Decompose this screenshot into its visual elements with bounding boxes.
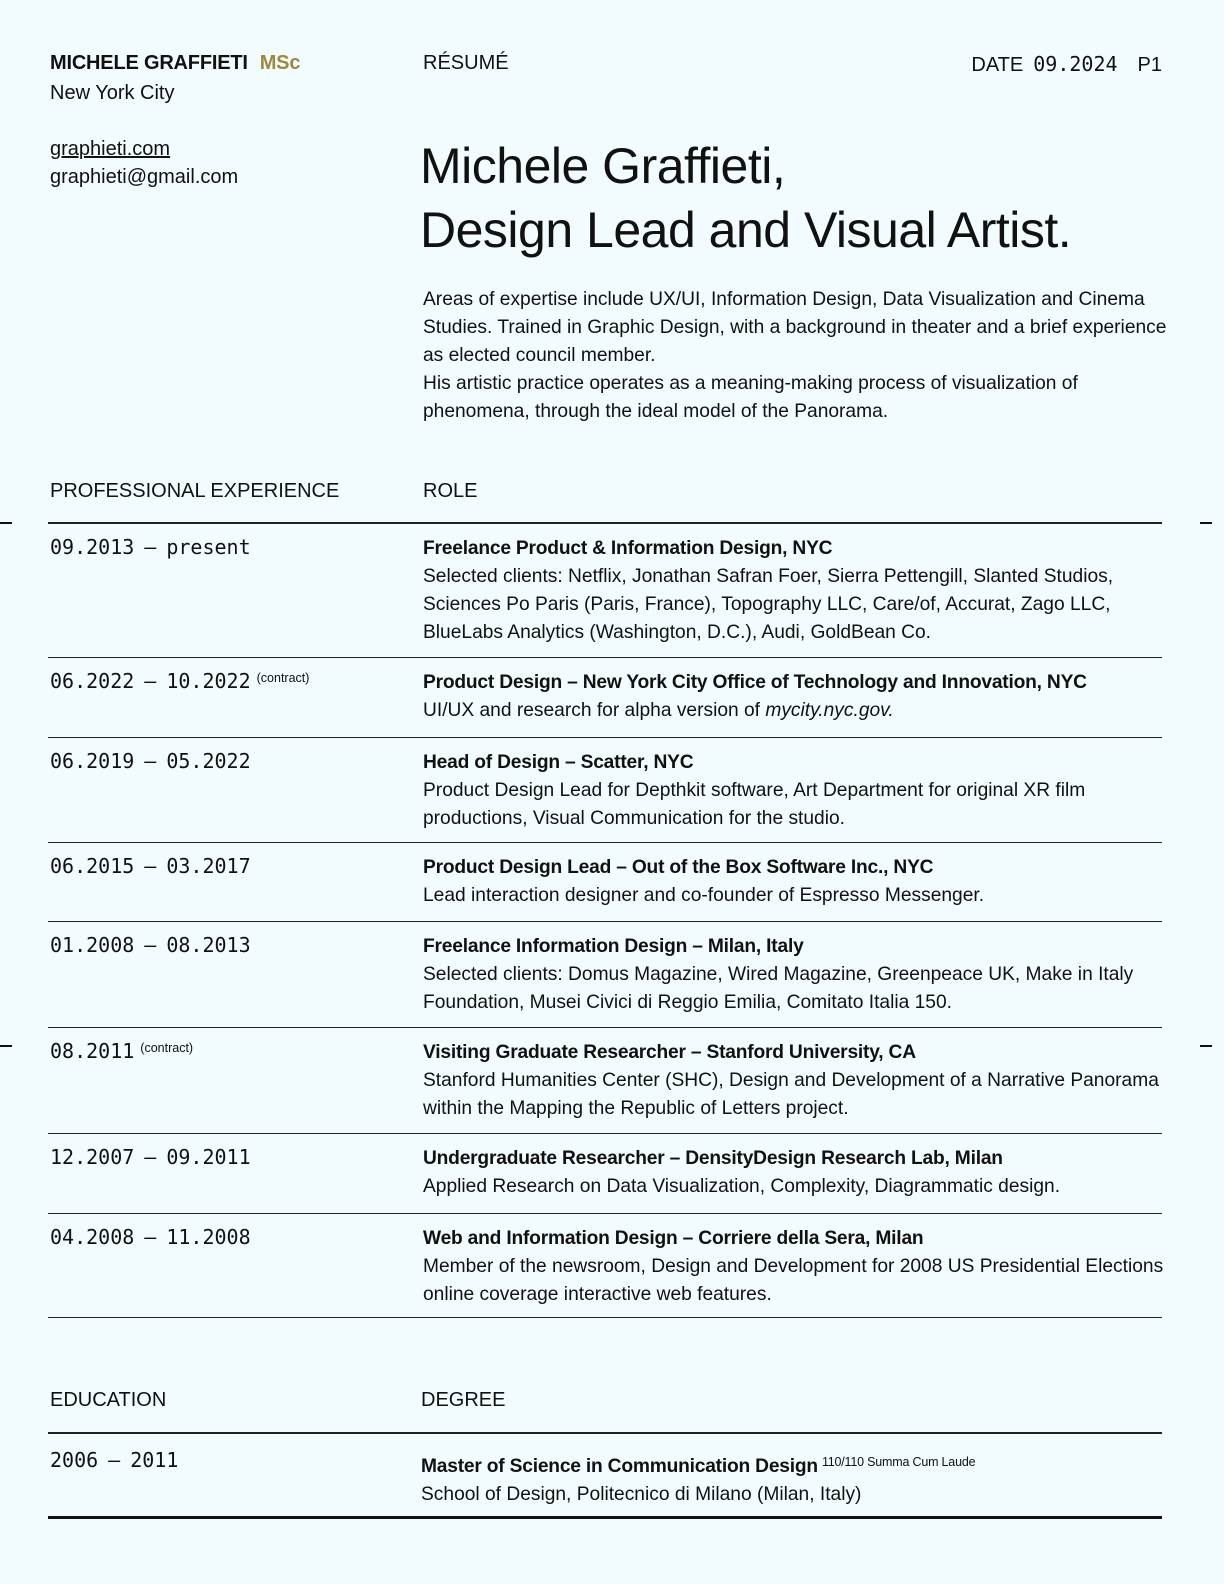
experience-dates: [50, 669, 309, 693]
row-divider: [48, 1317, 1162, 1318]
experience-end: 08.2013: [166, 933, 251, 957]
page-number: P1: [1137, 54, 1162, 76]
experience-desc: [423, 961, 1173, 1017]
margin-tick: [0, 522, 12, 524]
experience-desc-text: Member of the newsroom, Design and Development for 2008 US Presidential Elections online coverage interactive web features.: [423, 1256, 1164, 1305]
experience-start: 06.2022: [50, 669, 135, 693]
experience-sep: —: [144, 1225, 157, 1249]
headline-line-2: Design Lead and Visual Artist.: [420, 202, 1072, 258]
email-address: graphieti@gmail.com: [50, 166, 239, 188]
experience-role: [423, 749, 1173, 833]
page-bottom-rule: [48, 1516, 1162, 1519]
experience-title: Freelance Information Design – Milan, Italy: [423, 936, 804, 957]
experience-title: Visiting Graduate Researcher – Stanford University, CA: [423, 1042, 916, 1063]
experience-dates: [50, 854, 251, 878]
bio-paragraph-2: His artistic practice operates as a meaning-making process of visualization of phenomena, through the ideal model of the Panorama.: [423, 373, 1078, 422]
experience-title: Product Design Lead – Out of the Box Software Inc., NYC: [423, 857, 934, 878]
experience-dates: [50, 1039, 193, 1063]
margin-tick: [1200, 522, 1212, 524]
experience-role: [423, 535, 1173, 647]
margin-tick: [0, 1045, 12, 1047]
education-title: Master of Science in Communication Design: [421, 1456, 818, 1477]
role-heading: ROLE: [423, 480, 478, 502]
experience-title: Product Design – New York City Office of Technology and Innovation, NYC: [423, 672, 1087, 693]
experience-sep: —: [144, 669, 157, 693]
education-honors: 110/110 Summa Cum Laude: [821, 1455, 976, 1469]
education-heading: EDUCATION: [50, 1389, 167, 1411]
experience-desc-emphasis: mycity.nyc.gov.: [765, 700, 894, 721]
experience-start: 12.2007: [50, 1145, 135, 1169]
experience-desc: [423, 1173, 1173, 1201]
experience-end: 09.2011: [166, 1145, 251, 1169]
experience-heading: PROFESSIONAL EXPERIENCE: [50, 480, 340, 502]
row-divider: [48, 657, 1162, 658]
experience-dates: [50, 1225, 251, 1249]
experience-role: [423, 669, 1173, 725]
experience-title: Undergraduate Researcher – DensityDesign Research Lab, Milan: [423, 1148, 1003, 1169]
education-start: 2006: [50, 1448, 99, 1472]
experience-dates: [50, 1145, 251, 1169]
experience-desc-text: Selected clients: Domus Magazine, Wired Magazine, Greenpeace UK, Make in Italy Foundation, Musei Civici di Reggio Emilia, Comitato Italia 150.: [423, 964, 1134, 1013]
education-school: School of Design, Politecnico di Milano (Milan, Italy): [421, 1484, 862, 1505]
experience-desc-text: Selected clients: Netflix, Jonathan Safran Foer, Sierra Pettengill, Slanted Studios, Sciences Po Paris (Paris, France), Topography LLC, Care/of, Accurat, Zago LLC, BlueLabs Analytics (Washington, D.C.), Audi, GoldBean Co.: [423, 566, 1114, 643]
experience-end: 10.2022: [166, 669, 251, 693]
education-detail: [421, 1448, 1171, 1509]
experience-sep: —: [144, 535, 157, 559]
degree-heading: DEGREE: [421, 1389, 506, 1411]
experience-sep: —: [144, 854, 157, 878]
experience-sep: —: [144, 749, 157, 773]
experience-desc: [423, 1067, 1173, 1123]
date-block: [971, 52, 1162, 77]
row-divider: [48, 842, 1162, 843]
education-title-line: [421, 1448, 1171, 1481]
row-divider: [48, 921, 1162, 922]
section-divider: [48, 522, 1162, 524]
section-divider: [48, 1432, 1162, 1434]
row-divider: [48, 1213, 1162, 1214]
experience-end: 05.2022: [166, 749, 251, 773]
experience-desc-text: Product Design Lead for Depthkit software, Art Department for original XR film productions, Visual Communication for the studio.: [423, 780, 1086, 829]
experience-end: 11.2008: [166, 1225, 251, 1249]
experience-start: 01.2008: [50, 933, 135, 957]
experience-desc: [423, 563, 1173, 647]
experience-sep: —: [144, 1145, 157, 1169]
experience-role: [423, 1225, 1173, 1309]
experience-dates: [50, 535, 251, 559]
experience-desc: [423, 882, 1173, 910]
date-label: DATE: [971, 54, 1024, 76]
experience-desc-text: Applied Research on Data Visualization, Complexity, Diagrammatic design.: [423, 1176, 1061, 1197]
contract-note: (contract): [256, 671, 310, 685]
experience-start: 08.2011: [50, 1039, 135, 1063]
website-link[interactable]: graphieti.com: [50, 138, 171, 160]
contract-note: (contract): [140, 1041, 194, 1055]
experience-title: Web and Information Design – Corriere della Sera, Milan: [423, 1228, 924, 1249]
document-label: RÉSUMÉ: [423, 52, 509, 74]
header-name-block: [50, 52, 300, 75]
experience-start: 09.2013: [50, 535, 135, 559]
education-end: 2011: [130, 1448, 179, 1472]
headline: [420, 134, 1071, 262]
experience-desc: [423, 777, 1173, 833]
education-dates: [50, 1448, 178, 1472]
experience-role: [423, 1145, 1173, 1201]
row-divider: [48, 1133, 1162, 1134]
experience-title: Freelance Product & Information Design, NYC: [423, 538, 833, 559]
experience-start: 06.2019: [50, 749, 135, 773]
experience-start: 06.2015: [50, 854, 135, 878]
experience-dates: [50, 749, 251, 773]
margin-tick: [1200, 1045, 1212, 1047]
header-degree: MSc: [259, 52, 301, 74]
header-name: MICHELE GRAFFIETI: [50, 52, 248, 74]
bio: [423, 286, 1183, 426]
experience-role: [423, 854, 1173, 910]
education-sep: –: [108, 1448, 121, 1472]
row-divider: [48, 1027, 1162, 1028]
header-city: New York City: [50, 82, 175, 104]
date-value: 09.2024: [1033, 52, 1118, 76]
experience-desc-text: UI/UX and research for alpha version of: [423, 700, 766, 721]
bio-paragraph-1: Areas of expertise include UX/UI, Information Design, Data Visualization and Cinema Studies. Trained in Graphic Design, with a background in theater and a brief experience as elected council member.: [423, 289, 1167, 366]
experience-dates: [50, 933, 251, 957]
experience-role: [423, 1039, 1173, 1123]
experience-desc-text: Lead interaction designer and co-founder of Espresso Messenger.: [423, 885, 985, 906]
experience-desc-text: Stanford Humanities Center (SHC), Design and Development of a Narrative Panorama within the Mapping the Republic of Letters project.: [423, 1070, 1159, 1119]
experience-desc: [423, 1253, 1173, 1309]
experience-desc: [423, 697, 1173, 725]
experience-title: Head of Design – Scatter, NYC: [423, 752, 694, 773]
headline-line-1: Michele Graffieti,: [420, 138, 786, 194]
row-divider: [48, 737, 1162, 738]
experience-role: [423, 933, 1173, 1017]
experience-end: 03.2017: [166, 854, 251, 878]
experience-start: 04.2008: [50, 1225, 135, 1249]
experience-sep: —: [144, 933, 157, 957]
experience-end: present: [166, 535, 251, 559]
